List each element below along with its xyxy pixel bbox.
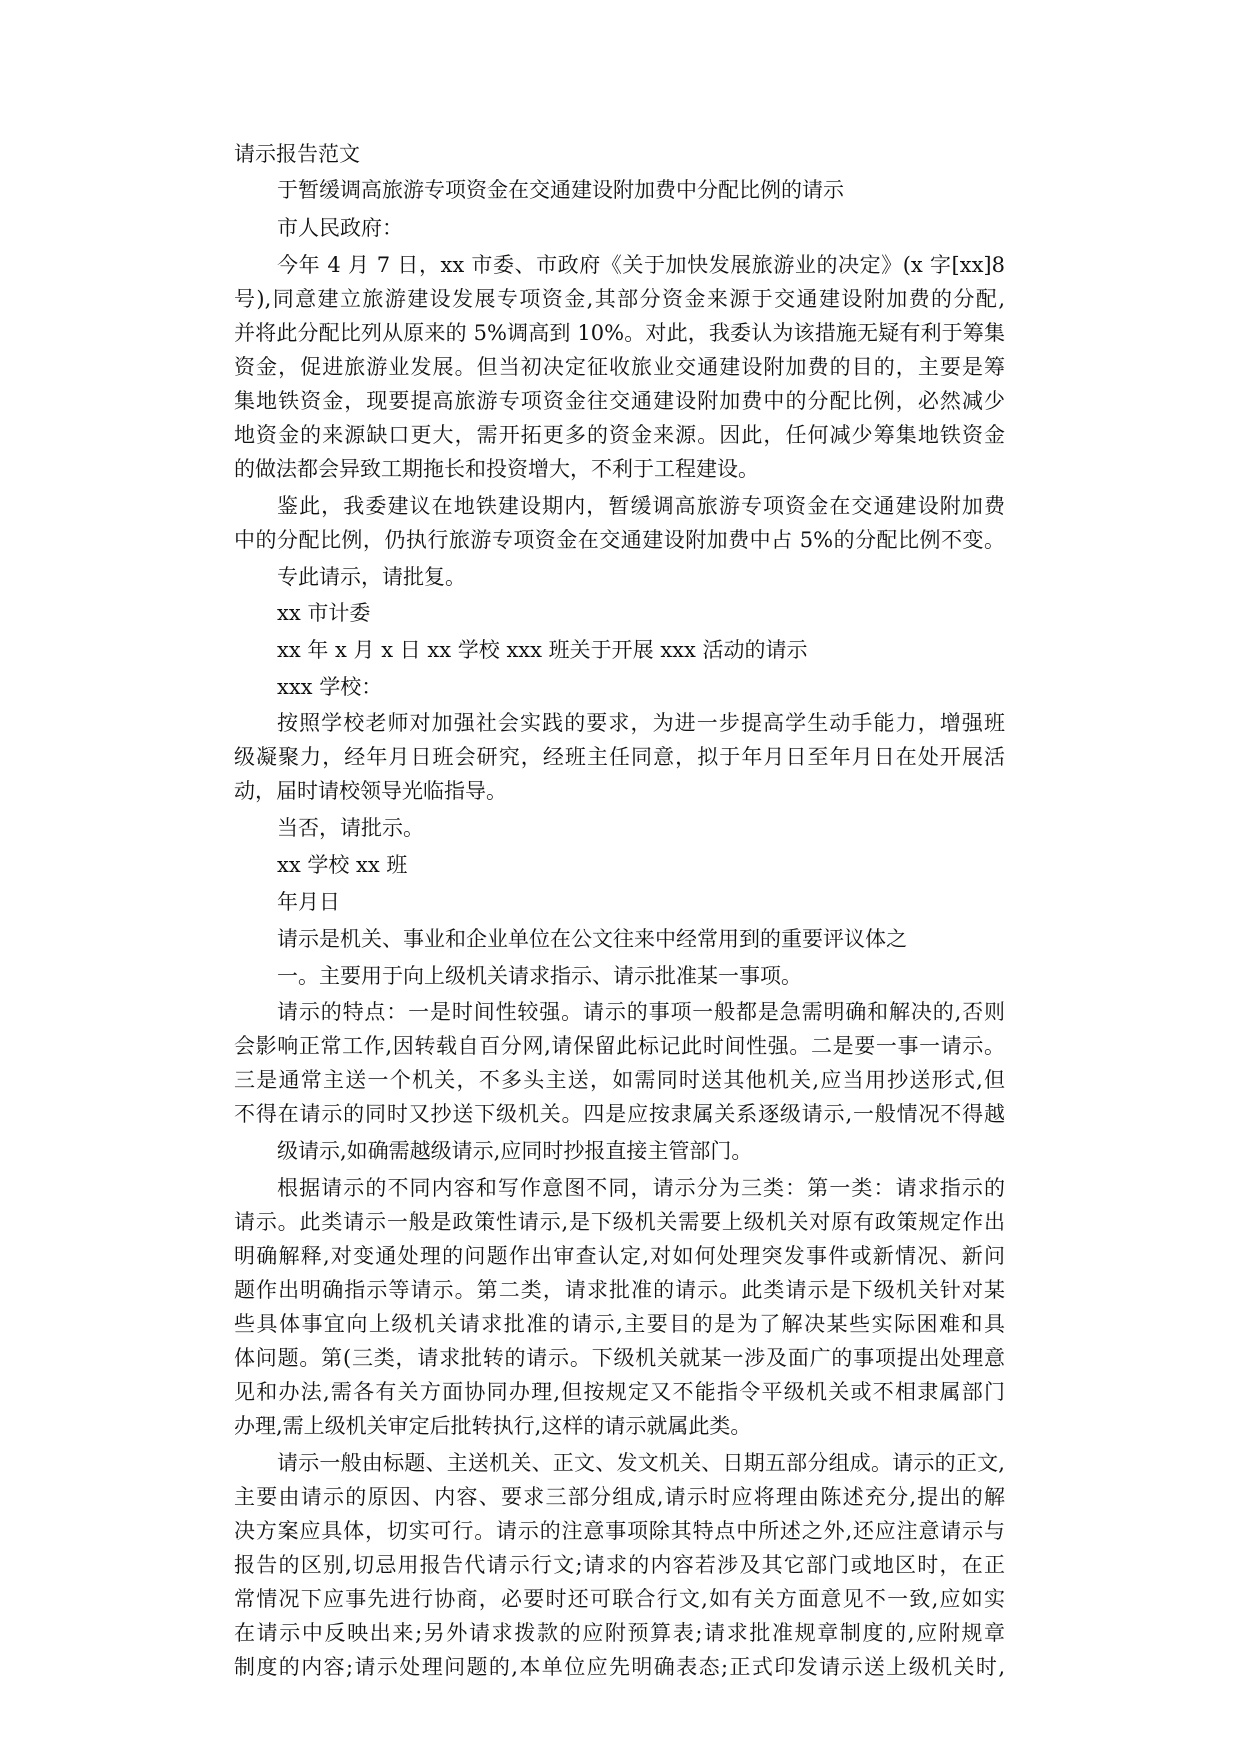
text-line: xx 年 x 月 x 日 xx 学校 xxx 班关于开展 xxx 活动的请示 bbox=[277, 638, 808, 662]
text-line: xxx 学校： bbox=[277, 675, 383, 699]
text-line: 体问题。第(三类，请求批转的请示。下级机关就某一涉及面广的事项提出处理意 bbox=[234, 1346, 1005, 1370]
text-line: 动，届时请校领导光临指导。 bbox=[234, 779, 507, 803]
text-line: 会影响正常工作,因转载自百分网,请保留此标记此时间性强。二是要一事一请示。 bbox=[234, 1034, 1005, 1058]
text-line: 并将此分配比列从原来的 5%调高到 10%。对此，我委认为该措施无疑有利于筹集 bbox=[234, 321, 1005, 345]
text-line: 常情况下应事先进行协商，必要时还可联合行文,如有关方面意见不一致,应如实 bbox=[234, 1587, 1005, 1611]
text-line: 于暂缓调高旅游专项资金在交通建设附加费中分配比例的请示 bbox=[277, 178, 844, 202]
text-line: 请示。此类请示一般是政策性请示,是下级机关需要上级机关对原有政策规定作出 bbox=[234, 1210, 1005, 1234]
text-line: 报告的区别,切忌用报告代请示行文;请求的内容若涉及其它部门或地区时，在正 bbox=[234, 1553, 1005, 1577]
text-line: 不得在请示的同时又抄送下级机关。四是应按隶属关系逐级请示,一般情况不得越 bbox=[234, 1102, 1005, 1126]
text-line: 级请示,如确需越级请示,应同时抄报直接主管部门。 bbox=[277, 1139, 753, 1163]
text-line: 按照学校老师对加强社会实践的要求，为进一步提高学生动手能力，增强班 bbox=[277, 711, 1005, 735]
text-line: 决方案应具体，切实可行。请示的注意事项除其特点中所述之外,还应注意请示与 bbox=[234, 1519, 1005, 1543]
text-line: 专此请示，请批复。 bbox=[277, 565, 466, 589]
text-line: 市人民政府： bbox=[277, 216, 403, 240]
text-line: 年月日 bbox=[277, 890, 340, 914]
text-line: 请示一般由标题、主送机关、正文、发文机关、日期五部分组成。请示的正文, bbox=[277, 1451, 1005, 1475]
text-line: 题作出明确指示等请示。第二类，请求批准的请示。此类请示是下级机关针对某 bbox=[234, 1278, 1005, 1302]
text-line: xx 市计委 bbox=[277, 601, 371, 625]
text-line: 主要由请示的原因、内容、要求三部分组成,请示时应将理由陈述充分,提出的解 bbox=[234, 1485, 1005, 1509]
text-line: 今年 4 月 7 日，xx 市委、市政府《关于加快发展旅游业的决定》(x 字[xx]8 bbox=[277, 253, 1005, 277]
text-line: 制度的内容;请示处理问题的,本单位应先明确表态;正式印发请示送上级机关时, bbox=[234, 1655, 1005, 1679]
text-line: 一。主要用于向上级机关请求指示、请示批准某一事项。 bbox=[277, 964, 802, 988]
text-line: 请示是机关、事业和企业单位在公文往来中经常用到的重要评议体之 bbox=[277, 927, 907, 951]
text-line: 当否，请批示。 bbox=[277, 816, 424, 840]
text-line: 资金，促进旅游业发展。但当初决定征收旅业交通建设附加费的目的，主要是筹 bbox=[234, 355, 1005, 379]
text-line: 鉴此，我委建议在地铁建设期内，暂缓调高旅游专项资金在交通建设附加费 bbox=[277, 494, 1005, 518]
text-line: 的做法都会异致工期拖长和投资增大，不利于工程建设。 bbox=[234, 457, 759, 481]
text-line: 地资金的来源缺口更大，需开拓更多的资金来源。因此，任何减少筹集地铁资金 bbox=[234, 423, 1005, 447]
text-line: 些具体事宜向上级机关请求批准的请示,主要目的是为了解决某些实际困难和具 bbox=[234, 1312, 1005, 1336]
text-line: 根据请示的不同内容和写作意图不同，请示分为三类：第一类：请求指示的 bbox=[277, 1176, 1005, 1200]
text-line: 中的分配比例，仍执行旅游专项资金在交通建设附加费中占 5%的分配比例不变。 bbox=[234, 528, 1005, 552]
text-line: 请示的特点：一是时间性较强。请示的事项一般都是急需明确和解决的,否则 bbox=[277, 1000, 1005, 1024]
text-line: 在请示中反映出来;另外请求拨款的应附预算表;请求批准规章制度的,应附规章 bbox=[234, 1621, 1005, 1645]
text-line: 集地铁资金，现要提高旅游专项资金往交通建设附加费中的分配比例，必然减少 bbox=[234, 389, 1005, 413]
text-line: xx 学校 xx 班 bbox=[277, 853, 408, 877]
text-line: 明确解释,对变通处理的问题作出审查认定,对如何处理突发事件或新情况、新问 bbox=[234, 1244, 1005, 1268]
document-title: 请示报告范文 bbox=[234, 142, 360, 166]
text-line: 三是通常主送一个机关，不多头主送，如需同时送其他机关,应当用抄送形式,但 bbox=[234, 1068, 1005, 1092]
text-line: 见和办法,需各有关方面协同办理,但按规定又不能指令平级机关或不相隶属部门 bbox=[234, 1380, 1005, 1404]
text-line: 级凝聚力，经年月日班会研究，经班主任同意，拟于年月日至年月日在处开展活 bbox=[234, 745, 1005, 769]
text-line: 号),同意建立旅游建设发展专项资金,其部分资金来源于交通建设附加费的分配, bbox=[234, 287, 1005, 311]
text-line: 办理,需上级机关审定后批转执行,这样的请示就属此类。 bbox=[234, 1414, 752, 1438]
